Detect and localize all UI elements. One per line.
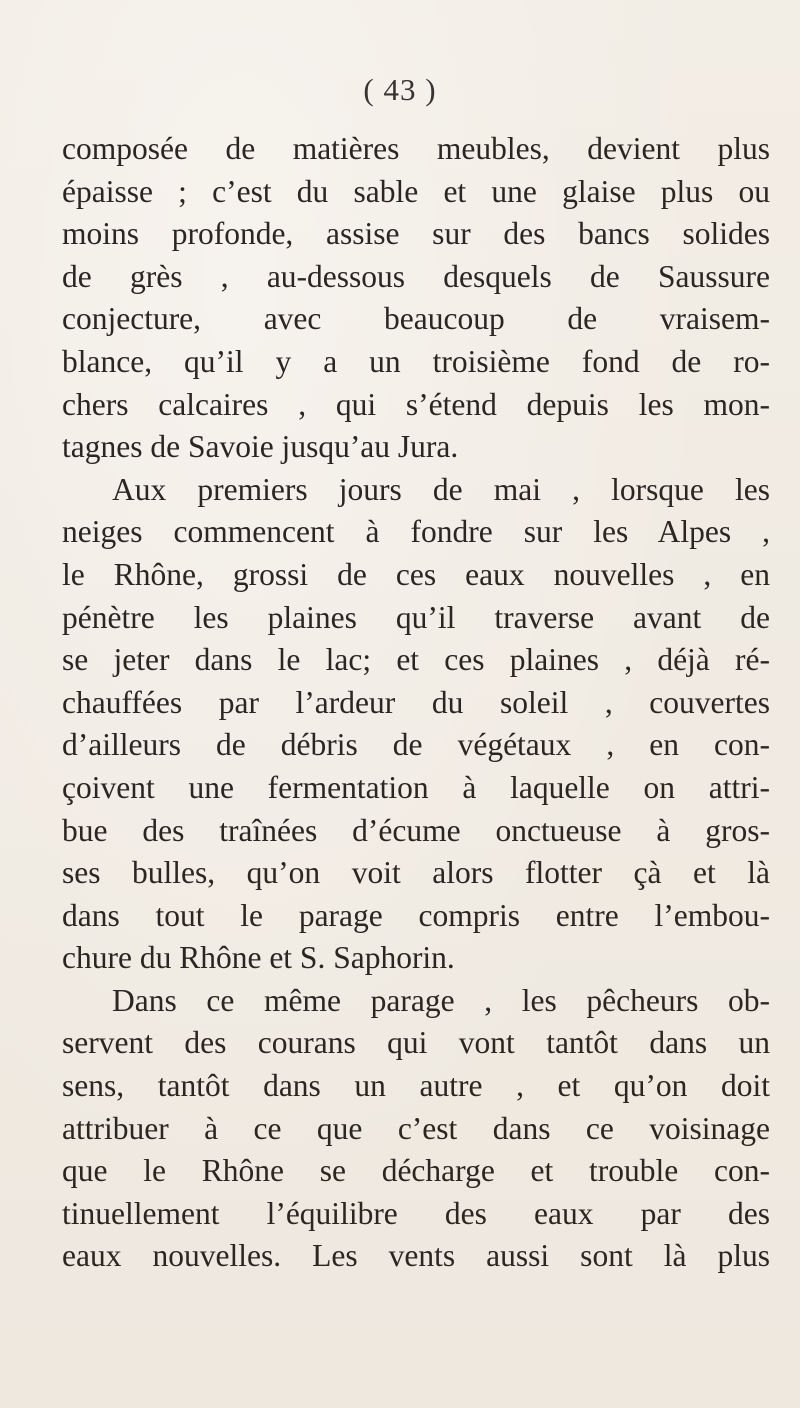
- text-line: épaisse ; c’est du sable et une glaise plus ou: [62, 173, 770, 209]
- body-text: [62, 128, 770, 1278]
- text-line: pénètre les plaines qu’il traverse avant de: [62, 599, 770, 635]
- paragraph-start-line: Dans ce même parage , les pêcheurs ob-: [112, 982, 770, 1018]
- text-line: ses bulles, qu’on voit alors flotter çà et là: [62, 855, 770, 891]
- paragraph-start-line: Aux premiers jours de mai , lorsque les: [112, 471, 770, 507]
- text-line: tinuellement l’équilibre des eaux par des: [62, 1195, 770, 1231]
- text-line: que le Rhône se décharge et trouble con-: [62, 1153, 770, 1189]
- text-line: composée de matières meubles, devient plus: [62, 131, 770, 166]
- text-line: tagnes de Savoie jusqu’au Jura.: [62, 429, 459, 465]
- text-line: de grès , au-dessous desquels de Saussure: [62, 258, 770, 294]
- text-line: eaux nouvelles. Les vents aussi sont là plus: [62, 1238, 770, 1274]
- text-line: blance, qu’il y a un troisième fond de ro-: [62, 343, 770, 379]
- text-line: bue des traînées d’écume onctueuse à gros-: [62, 812, 770, 848]
- text-line: neiges commencent à fondre sur les Alpes ,: [62, 514, 770, 550]
- text-line: dans tout le parage compris entre l’embou-: [62, 897, 770, 933]
- text-line: moins profonde, assise sur des bancs solides: [62, 216, 770, 252]
- text-line: chure du Rhône et S. Saphorin.: [62, 940, 455, 976]
- text-line: se jeter dans le lac; et ces plaines , déjà ré-: [62, 642, 770, 678]
- text-line: d’ailleurs de débris de végétaux , en con-: [62, 727, 770, 763]
- page-number: ( 43 ): [363, 72, 437, 107]
- text-line: le Rhône, grossi de ces eaux nouvelles , en: [62, 556, 770, 592]
- text-line: attribuer à ce que c’est dans ce voisinage: [62, 1110, 770, 1146]
- text-line: chers calcaires , qui s’étend depuis les mon-: [62, 386, 770, 422]
- text-line: servent des courans qui vont tantôt dans un: [62, 1025, 770, 1061]
- text-line: çoivent une fermentation à laquelle on attri-: [62, 769, 770, 805]
- text-line: sens, tantôt dans un autre , et qu’on doit: [62, 1068, 770, 1104]
- text-line: conjecture, avec beaucoup de vraisem-: [62, 301, 770, 337]
- text-line: chauffées par l’ardeur du soleil , couvertes: [62, 684, 770, 720]
